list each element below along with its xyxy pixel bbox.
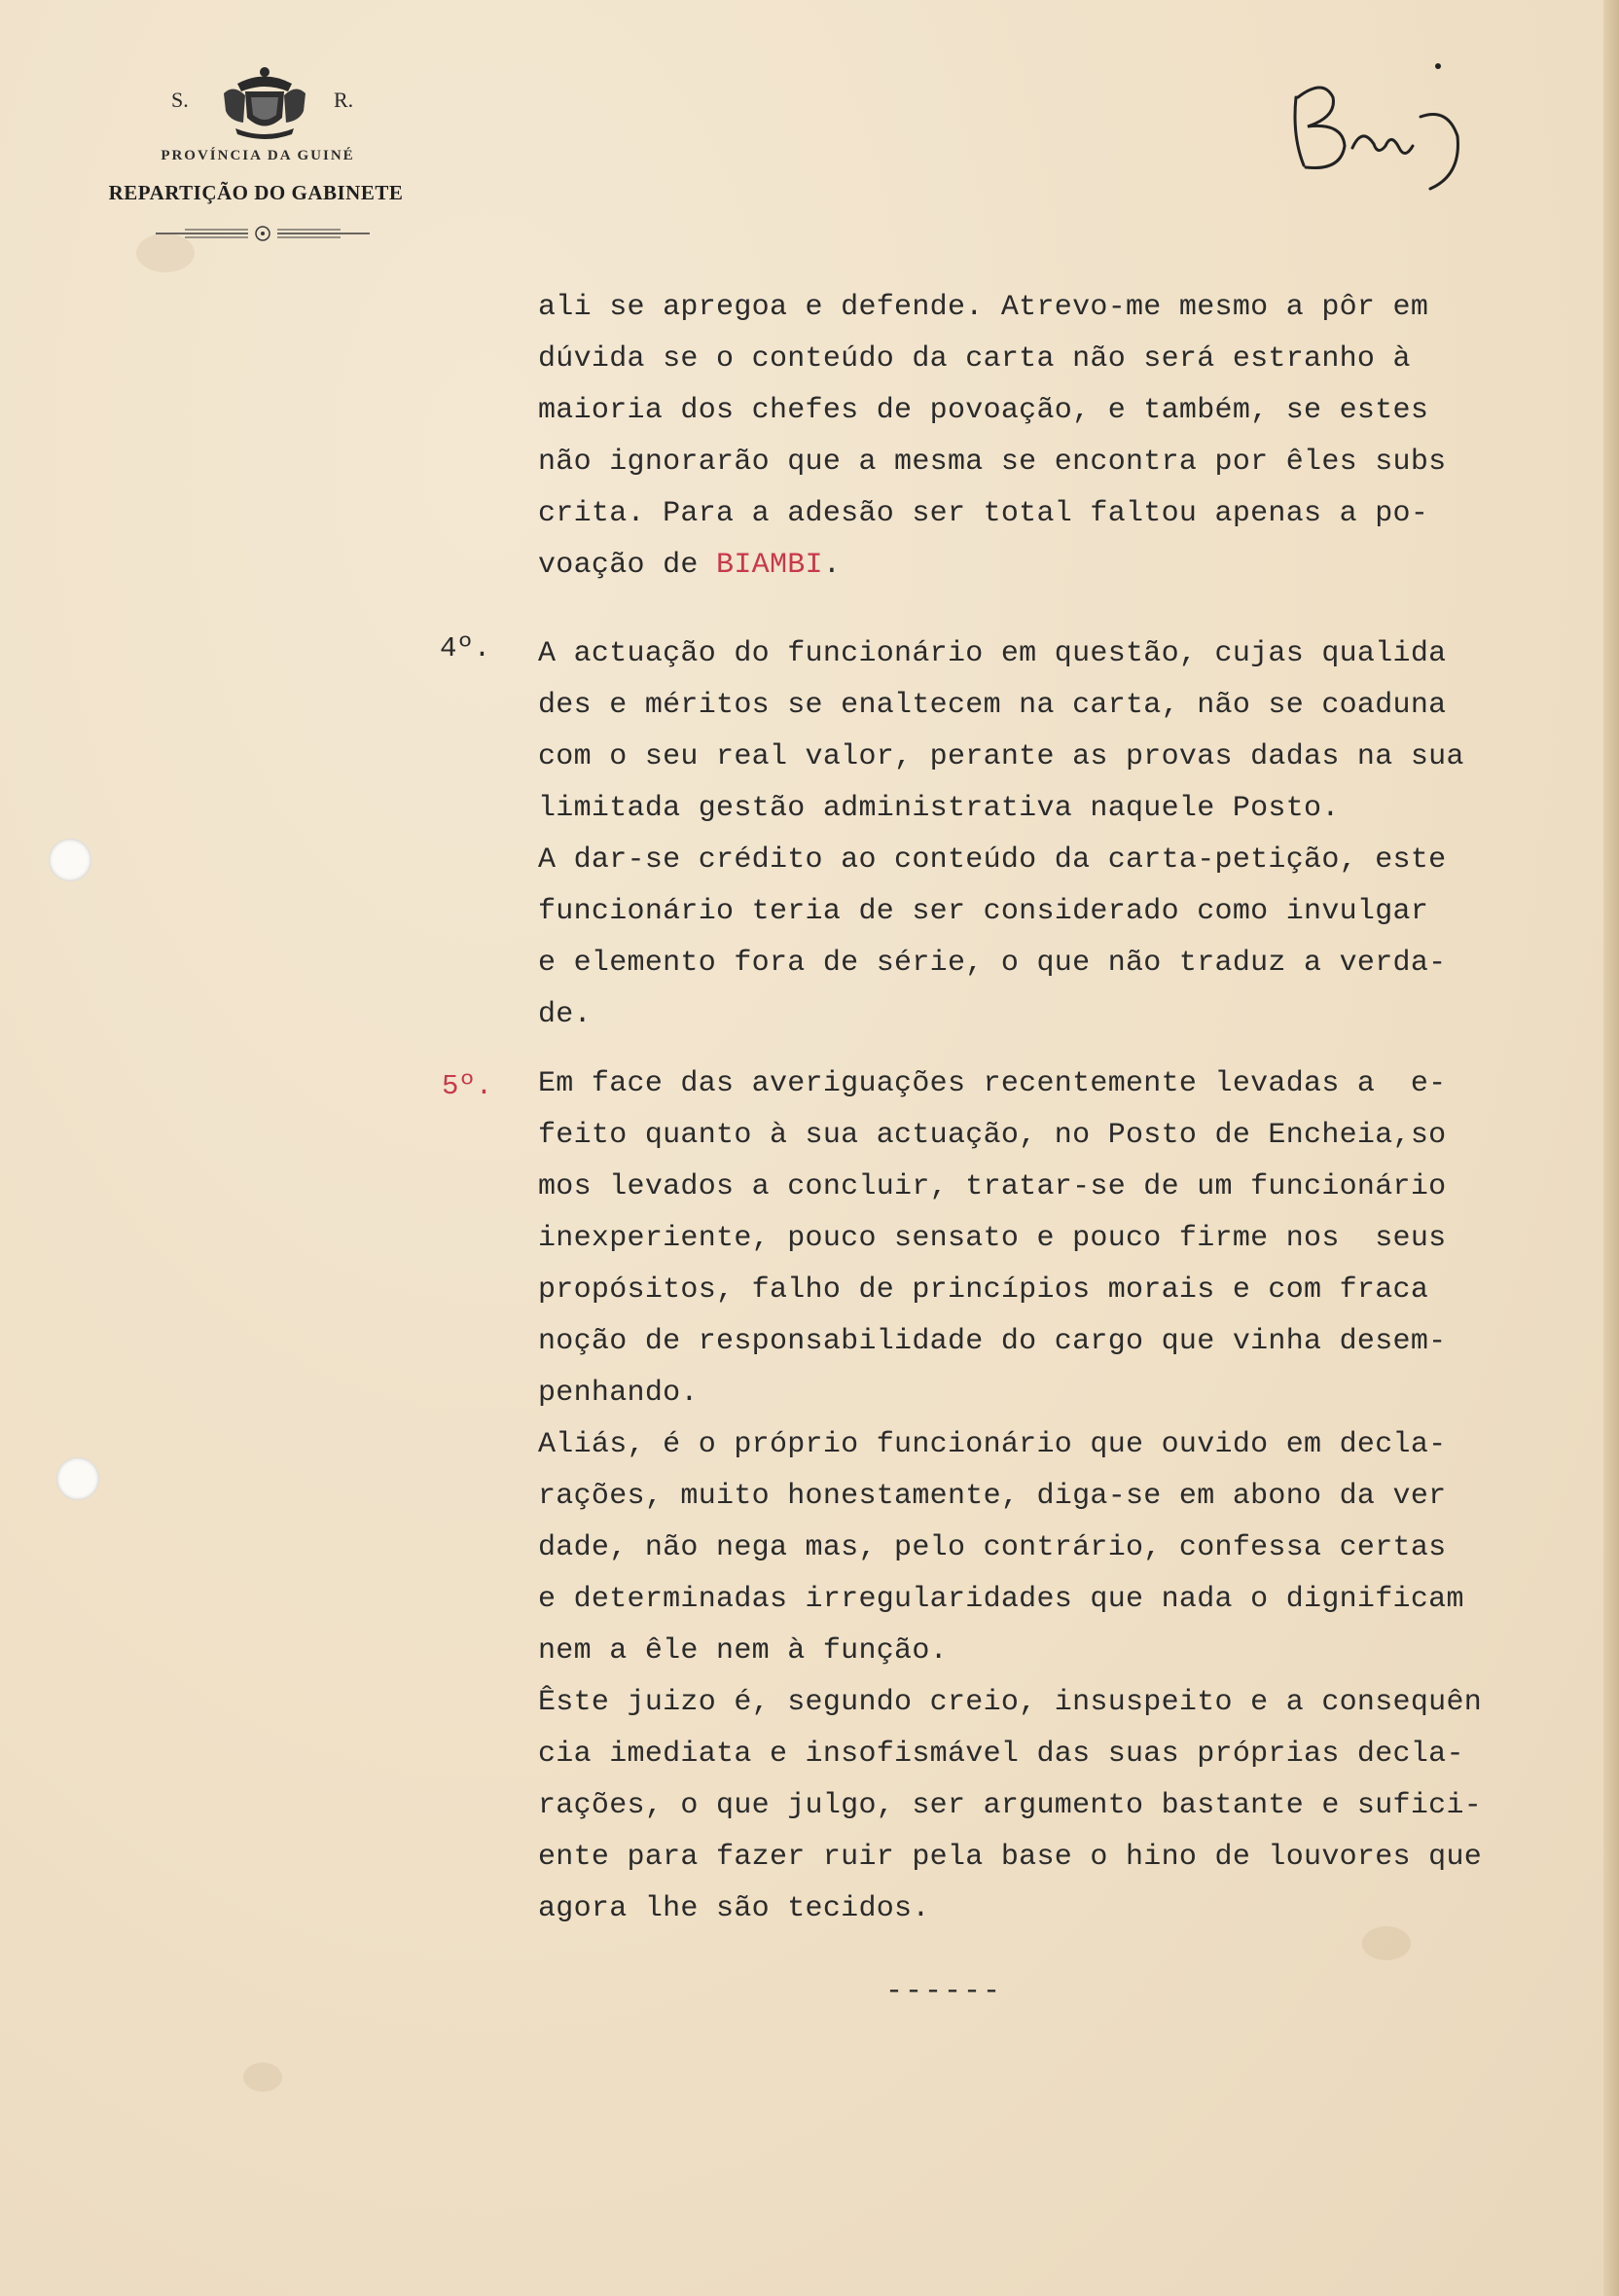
office-title: REPARTIÇÃO DO GABINETE bbox=[108, 181, 404, 204]
text-line: mos levados a concluir, tratar-se de um funcionário bbox=[538, 1170, 1447, 1203]
paragraph-5 bbox=[538, 1058, 1569, 1935]
punch-hole-top bbox=[49, 839, 91, 881]
text-line: inexperiente, pouco sensato e pouco firme nos seus bbox=[538, 1222, 1447, 1255]
text-line: rações, o que julgo, ser argumento bastante e sufici- bbox=[538, 1789, 1483, 1822]
text-line: com o seu real valor, perante as provas dadas na sua bbox=[538, 740, 1464, 773]
text-line: dúvida se o conteúdo da carta não será estranho à bbox=[538, 342, 1411, 376]
text-line: des e méritos se enaltecem na carta, não se coaduna bbox=[538, 689, 1447, 722]
paragraph-4 bbox=[538, 628, 1569, 1041]
punch-hole-bottom bbox=[56, 1457, 99, 1500]
letterhead-r: R. bbox=[334, 88, 354, 112]
text-line: dade, não nega mas, pelo contrário, confessa certas bbox=[538, 1531, 1447, 1564]
text-line: crita. Para a adesão ser total faltou apenas a po- bbox=[538, 497, 1429, 530]
text-line: penhando. bbox=[538, 1377, 699, 1410]
text-line: ente para fazer ruir pela base o hino de louvores que bbox=[538, 1841, 1483, 1874]
text-line: de. bbox=[538, 998, 592, 1031]
text-line: Êste juizo é, segundo creio, insuspeito e a consequên bbox=[538, 1686, 1483, 1719]
text-line: feito quanto à sua actuação, no Posto de Encheia,so bbox=[538, 1119, 1447, 1152]
text-line: A dar-se crédito ao conteúdo da carta-petição, este bbox=[538, 843, 1447, 877]
text-line: noção de responsabilidade do cargo que vinha desem- bbox=[538, 1325, 1447, 1358]
letterhead bbox=[58, 58, 467, 253]
text-line: nem a êle nem à função. bbox=[538, 1634, 948, 1668]
text-line: não ignorarão que a mesma se encontra por êles subs bbox=[538, 446, 1447, 479]
text-line: propósitos, falho de princípios morais e com fraca bbox=[538, 1274, 1429, 1307]
intro-paragraph bbox=[538, 282, 1569, 592]
text-line: Aliás, é o próprio funcionário que ouvido em decla- bbox=[538, 1428, 1447, 1461]
text-line: limitada gestão administrativa naquele Posto. bbox=[538, 792, 1340, 825]
paper-stain bbox=[243, 2063, 282, 2092]
text-line-last bbox=[538, 540, 1569, 592]
end-mark: ------ bbox=[885, 1975, 1003, 2008]
text-fragment: voação de bbox=[538, 549, 717, 582]
text-line: agora lhe são tecidos. bbox=[538, 1892, 930, 1925]
text-line: cia imediata e insofismável das suas próprias decla- bbox=[538, 1738, 1464, 1771]
province-title: PROVÍNCIA DA GUINÉ bbox=[161, 148, 355, 163]
text-line: maioria dos chefes de povoação, e também, se estes bbox=[538, 394, 1429, 427]
text-line: rações, muito honestamente, diga-se em abono da ver bbox=[538, 1480, 1447, 1513]
place-name-red: BIAMBI bbox=[716, 549, 823, 582]
text-line: funcionário teria de ser considerado como invulgar bbox=[538, 895, 1429, 928]
paper-edge bbox=[1603, 0, 1619, 2296]
text-line: Em face das averiguações recentemente levadas a e- bbox=[538, 1067, 1447, 1100]
letterhead-s: S. bbox=[171, 88, 189, 112]
handwritten-signature bbox=[1284, 58, 1508, 204]
text-line: e elemento fora de série, o que não traduz a verda- bbox=[538, 947, 1447, 980]
coat-of-arms-icon bbox=[216, 64, 313, 142]
text-line: ali se apregoa e defende. Atrevo-me mesmo a pôr em bbox=[538, 291, 1429, 324]
text-fragment: . bbox=[822, 549, 842, 582]
text-line: e determinadas irregularidades que nada o dignificam bbox=[538, 1583, 1464, 1616]
paragraph-number-4: 4º. bbox=[440, 632, 491, 664]
divider-ornament-icon bbox=[156, 224, 370, 243]
text-line: A actuação do funcionário em questão, cujas qualida bbox=[538, 637, 1447, 670]
paragraph-number-5: 5º. bbox=[442, 1070, 493, 1102]
